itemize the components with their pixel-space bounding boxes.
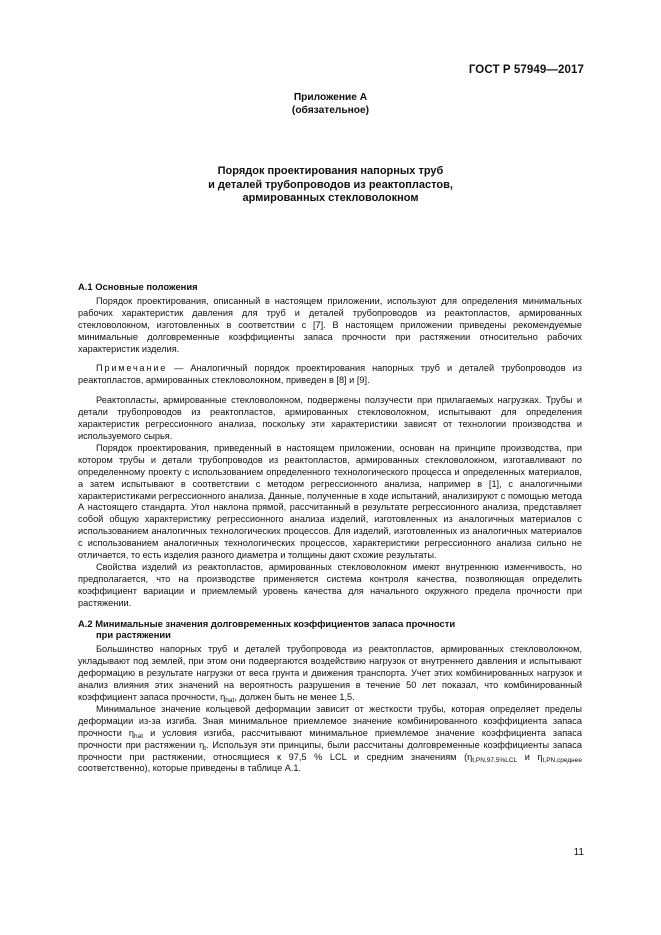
appendix-heading [0,92,661,118]
title-line-1: Порядок проектирования напорных труб [217,165,444,177]
section-a2-heading-line-1: А.2 Минимальные значения долговременных коэффициентов запаса прочности [78,617,456,629]
subscript: t,PN,97,5%LCL [472,756,518,764]
appendix-label: Приложение А [293,92,368,103]
section-a2-heading [78,618,582,642]
section-a2-heading-line-2: при растяжении [96,629,171,641]
section-a2-paragraph-2 [78,704,582,775]
subscript: t,PN,среднее [542,756,582,764]
text-run: и η [517,751,543,762]
text-run: Минимальное значение кольцевой деформации зависит от жесткости трубы, которая определяет пределы деформации из-за изгиба. Зная минимальное приемлемое значение комбинированного коэффициента запаса прочности η [78,703,582,738]
section-a1-paragraph-4: Свойства изделий из реактопластов, армированных стекловолокном имеют внутреннюю изменчивость, но предполагается, что на производстве применяется система контроля качества, позволяющая определить коэффициент вариации и приемлемый уровень качества для начального окружного предела прочности при растяжении. [78,561,582,608]
section-a2-paragraph-1 [78,644,582,704]
note-paragraph [78,363,582,387]
text-run: и условия изгиба, рассчитывают минимальное приемлемое значение коэффициента запаса прочности при растяжении η [78,727,582,750]
page-number: 11 [573,847,584,858]
section-a1-paragraph-1: Порядок проектирования, описанный в настоящем приложении, используют для определения минимальных рабочих характеристик давления для труб и деталей трубопроводов из реактопластов, армированных стекловолокном, изготовленных в соответствии с [7]. В настоящем приложении приведены рекомендуемые минимальные долговременные коэффициенты запаса прочности при растяжении относительно рабочих характеристик изделия. [78,295,582,354]
appendix-title [0,165,661,206]
subscript: hat [225,697,235,704]
section-a1-paragraph-3: Порядок проектирования, приведенный в настоящем приложении, основан на принципе производства, при котором трубы и детали трубопроводов из реактопластов, армированных стекловолокном, изготавливают по определенному проекту с использованием определенного технологического процесса и определенных материалов, а затем испытывают в соответствии с методом регрессионного анализа, например в [1], с аналогичными характеристиками регрессионного анализа. Данные, полученные в ходе испытаний, анализируют с помощью метода А настоящего стандарта. Угол наклона прямой, рассчитанный в результате регрессионного анализа, представляет собой общую характеристику регрессионного анализа изделий, изготовленных из аналогичных материалов с использованием аналогичных технологических процессов. Для изделий, изготовленных из аналогичных материалов с использованием аналогичных технологических процессов, характеристики регрессионного анализа сильно не отличается, то есть изделия разного диаметра и толщины дают схожие результаты. [78,442,582,561]
subscript: t [204,744,207,752]
text-run: , должен быть не менее 1,5. [234,692,355,702]
appendix-status: (обязательное) [291,104,370,116]
title-line-2: и деталей трубопроводов из реактопластов, [208,178,453,191]
document-body [78,281,582,775]
note-text: — Аналогичный порядок проектирования напорных труб и деталей трубопроводов из реактопластов, армированных стекловолокном, приведен в [8] и [9]. [78,363,582,386]
note-label: Примечание [96,363,168,374]
text-run: Большинство напорных труб и деталей трубопровода из реактопластов, армированных стекловолокном, укладывают под землей, при этом они подвергаются воздействию нагрузок от внутреннего давления и испытывают деформацию в результате нагрузки от веса грунта и движения транспорта. Учет этих комбинированных нагрузок и анализ влияния этих значений на вероятность разрушения в течение 50 лет показал, что комбинированный коэффициент запаса прочности, η [78,644,582,702]
section-a1-paragraph-2: Реактопласты, армированные стекловолокном, подвержены ползучести при прилагаемых нагрузках. Трубы и детали трубопроводов из реактопластов, армированных стекловолокном, испытывают для определения характеристик регрессионного анализа, поскольку эти характеристики зависят от технологии производства и используемого сырья. [78,395,582,441]
text-run: . Используя эти принципы, были рассчитаны долговременные коэффициенты запаса прочности при растяжении, относящиеся к 97,5 % LCL и средним значениям (η [78,739,582,762]
title-line-3: армированных стекловолокном [242,192,419,205]
standard-number: ГОСТ Р 57949—2017 [468,64,584,76]
text-run: соответственно), которые приведены в таблице А.1. [78,763,302,774]
subscript: hat [134,732,144,740]
section-a1-heading: А.1 Основные положения [78,281,198,292]
